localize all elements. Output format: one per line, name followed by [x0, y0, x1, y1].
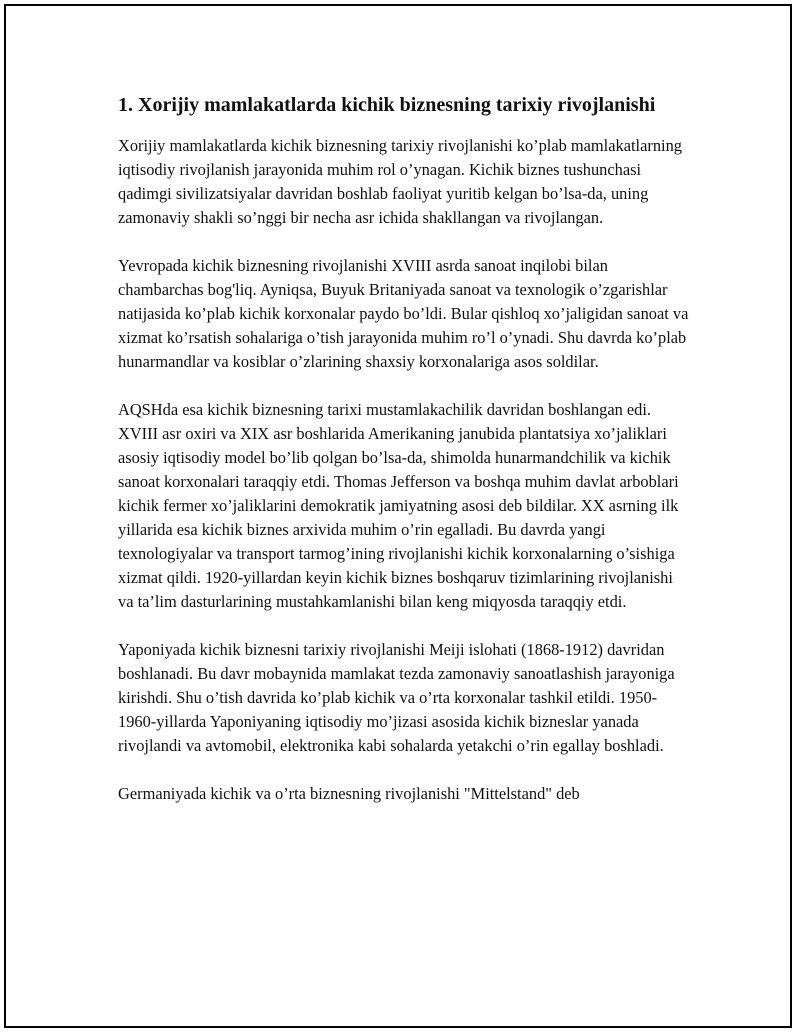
section-heading: 1. Xorijiy mamlakatlarda kichik biznesning tarixiy rivojlanishi — [118, 94, 656, 116]
paragraph-europe: Yevropada kichik biznesning rivojlanishi XVIII asrda sanoat inqilobi bilan chambarchas bog'liq. Ayniqsa, Buyuk Britaniyada sanoat va texnologik o’zgarishlar natijasida ko’plab kichik korxonalar paydo bo’ldi. Bular qishloq xo’jaligidan sanoat va xizmat ko’rsatish sohalariga o’tish jarayonida muhim ro’l o’ynadi. Shu davrda ko’plab hunarmandlar va kosiblar o’zlarining shaxsiy korxonalariga asos soldilar. — [118, 256, 689, 371]
paragraph-intro: Xorijiy mamlakatlarda kichik biznesning tarixiy rivojlanishi ko’plab mamlakatlarning iqtisodiy rivojlanish jarayonida muhim rol o’ynagan. Kichik biznes tushunchasi qadimgi sivilizatsiyalar davridan boshlab faoliyat yuritib kelgan bo’lsa-da, uning zamonaviy shakli so’nggi bir necha asr ichida shakllangan va rivojlangan. — [118, 136, 682, 227]
paragraph-germany: Germaniyada kichik va o’rta biznesning rivojlanishi "Mittelstand" deb — [118, 784, 580, 803]
paragraph-japan: Yaponiyada kichik biznesni tarixiy rivojlanishi Meiji islohati (1868-1912) davridan boshlanadi. Bu davr mobaynida mamlakat tezda zamonaviy sanoatlashish jarayoniga kirishdi. Shu o’tish davrida ko’plab kichik va o’rta korxonalar tashkil etildi. 1950-1960-yillarda Yaponiyaning iqtisodiy mo’jizasi asosida kichik bizneslar yanada rivojlandi va avtomobil, elektronika kabi sohalarda yetakchi o’rin egallay boshladi. — [118, 640, 675, 755]
document-body — [118, 92, 690, 830]
paragraph-usa: AQSHda esa kichik biznesning tarixi mustamlakachilik davridan boshlangan edi. XVIII asr oxiri va XIX asr boshlarida Amerikaning janubida plantatsiya xo’jaliklari asosiy iqtisodiy model bo’lib qolgan bo’lsa-da, shimolda hunarmandchilik va kichik sanoat korxonalari taraqqiy etdi. Thomas Jefferson va boshqa muhim davlat arboblari kichik fermer xo’jaliklarini demokratik jamiyatning asosi deb bildilar. XX asrning ilk yillarida esa kichik biznes arxivida muhim o’rin egalladi. Bu davrda yangi texnologiyalar va transport tarmog’ining rivojlanishi kichik korxonalarning o’sishiga xizmat qildi. 1920-yillardan keyin kichik biznes boshqaruv tizimlarining rivojlanishi va ta’lim dasturlarining mustahkamlanishi bilan keng miqyosda taraqqiy etdi. — [118, 400, 679, 611]
